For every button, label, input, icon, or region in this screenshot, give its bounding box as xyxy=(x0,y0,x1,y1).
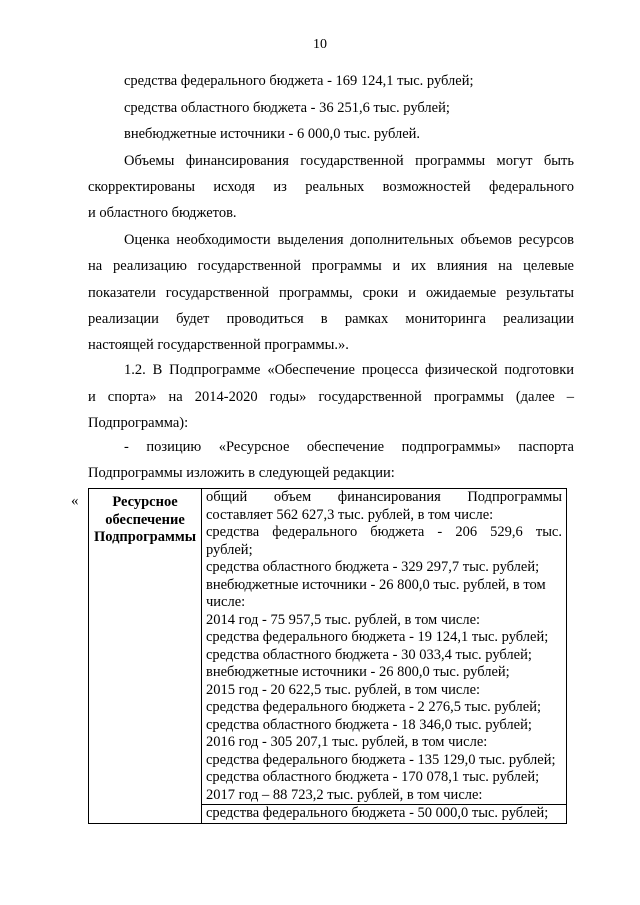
paragraph-3-line-2: и спорта» на 2014-2020 годы» государственной программы (далее – xyxy=(88,389,574,405)
resource-label-line: Ресурсное xyxy=(112,494,178,510)
paragraph-3-line-3: Подпрограмма): xyxy=(88,415,189,431)
resource-table xyxy=(88,488,567,824)
resource-table-row xyxy=(89,489,567,824)
content-line: числе: xyxy=(206,594,246,610)
resource-label-line: Подпрограммы xyxy=(93,529,197,545)
intro-line-federal: средства федерального бюджета - 169 124,1 тыс. рублей; xyxy=(124,73,474,89)
content-line: 2014 год - 75 957,5 тыс. рублей, в том числе: xyxy=(206,611,481,628)
paragraph-1-line-3: и областного бюджетов. xyxy=(88,205,237,221)
content-line: средства федерального бюджета - 2 276,5 тыс. рублей; xyxy=(206,699,542,715)
content-line: 2015 год - 20 622,5 тыс. рублей, в том числе: xyxy=(206,681,481,698)
content-line: внебюджетные источники - 26 800,0 тыс. рублей; xyxy=(206,664,510,680)
content-line: средства областного бюджета - 30 033,4 тыс. рублей; xyxy=(206,646,532,663)
paragraph-2-line-1: Оценка необходимости выделения дополнительных объемов ресурсов xyxy=(124,232,574,248)
intro-line-extrabudget: внебюджетные источники - 6 000,0 тыс. рублей. xyxy=(124,126,421,142)
paragraph-2-line-2: на реализацию государственной программы и их влияния на целевые xyxy=(88,258,574,274)
paragraph-4-line-1: - позицию «Ресурсное обеспечение подпрограммы» паспорта xyxy=(124,439,574,455)
content-line: средства федерального бюджета - 19 124,1 тыс. рублей; xyxy=(206,629,549,645)
content-line: средства федерального бюджета - 50 000,0 тыс. рублей; xyxy=(202,804,566,823)
paragraph-2-line-4: реализации будет проводиться в рамках мониторинга реализации xyxy=(88,311,574,327)
content-line: 2016 год - 305 207,1 тыс. рублей, в том числе: xyxy=(206,734,488,750)
content-line: средства федерального бюджета - 135 129,0 тыс. рублей; xyxy=(206,751,556,768)
intro-line-regional: средства областного бюджета - 36 251,6 тыс. рублей; xyxy=(124,100,450,116)
content-line: составляет 562 627,3 тыс. рублей, в том числе: xyxy=(206,506,494,523)
content-line: средства областного бюджета - 170 078,1 тыс. рублей; xyxy=(206,769,540,785)
paragraph-1-line-1: Объемы финансирования государственной программы могут быть xyxy=(124,153,574,169)
content-line: средства областного бюджета - 18 346,0 тыс. рублей; xyxy=(206,716,532,733)
paragraph-4-line-2: Подпрограммы изложить в следующей редакции: xyxy=(88,465,395,481)
page-number: 10 xyxy=(313,37,327,52)
resource-label-cell xyxy=(89,489,202,824)
paragraph-1-line-2: скорректированы исходя из реальных возможностей федерального xyxy=(88,179,574,195)
resource-content-cell xyxy=(202,489,567,824)
paragraph-3-line-1: 1.2. В Подпрограмме «Обеспечение процесса физической подготовки xyxy=(124,362,574,378)
content-line: рублей; xyxy=(206,541,253,558)
content-line: 2017 год – 88 723,2 тыс. рублей, в том числе: xyxy=(206,786,483,803)
open-quote-mark: « xyxy=(71,493,79,509)
paragraph-2-line-3: показатели государственной программы, сроки и ожидаемые результаты xyxy=(88,285,574,301)
resource-label-line: обеспечение xyxy=(105,511,185,528)
paragraph-2-line-5: настоящей государственной программы.». xyxy=(88,337,349,353)
content-line: внебюджетные источники - 26 800,0 тыс. рублей, в том xyxy=(206,576,546,593)
content-line: средства областного бюджета - 329 297,7 тыс. рублей; xyxy=(206,559,540,575)
content-line: общий объем финансирования Подпрограммы xyxy=(206,489,562,505)
content-line: средства федерального бюджета - 206 529,6 тыс. xyxy=(206,524,562,540)
